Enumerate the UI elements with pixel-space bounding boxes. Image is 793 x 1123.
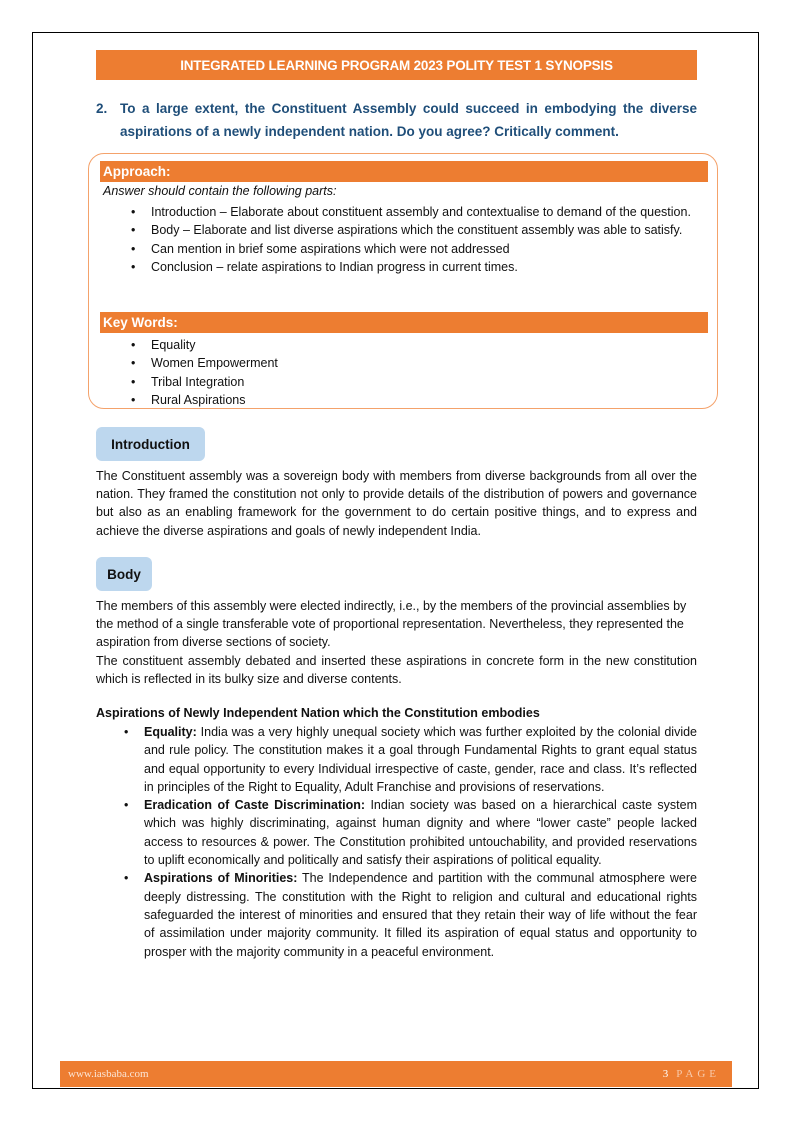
question-text: To a large extent, the Constituent Assembly could succeed in embodying the diverse aspirations of a newly independent nation. Do you agree? Critically comment. <box>120 101 697 139</box>
bullet-icon: • <box>131 338 136 352</box>
bullet-icon: • <box>131 392 136 407</box>
body-section-badge: Body <box>96 557 152 591</box>
footer-page-indicator <box>663 1068 720 1080</box>
document-header-banner <box>96 50 697 80</box>
aspiration-text: India was a very highly unequal society which was further exploited by the colonial divide and rule policy. The constitution makes it a goal through Fundamental Rights to grant equal status and equal opportunity to every Individual irrespective of caste, gender, race and class. It’s reflected in principles of the Right to Equality, Adult Franchise and provisions of reservations. <box>144 725 697 794</box>
aspiration-item <box>96 796 697 869</box>
introduction-paragraph: The Constituent assembly was a sovereign body with members from diverse backgrounds from all over the nation. They framed the constitution not only to provide details of the distribution of powers and governance but also as an enabling framework for the government to do certain positive things, and to express and achieve the diverse aspirations and goals of newly independent India. <box>96 469 697 538</box>
bullet-icon: • <box>131 374 136 389</box>
body-paragraph-2: The constituent assembly debated and inserted these aspirations in concrete form in the new constitution which is reflected in its bulky size and diverse contents. <box>96 654 697 687</box>
bullet-icon: • <box>131 241 136 256</box>
approach-item: • Introduction – Elaborate about constituent assembly and contextualise to demand of the question. <box>103 203 706 221</box>
aspiration-title: Aspirations of Minorities: <box>144 871 298 886</box>
introduction-section-badge: Introduction <box>96 427 205 461</box>
approach-item: • Conclusion – relate aspirations to Indian progress in current times. <box>103 258 706 276</box>
question-number: 2. <box>96 101 108 116</box>
question <box>96 97 697 143</box>
bullet-icon: • <box>124 725 129 739</box>
approach-box <box>88 153 718 409</box>
bullet-icon: • <box>124 871 129 886</box>
aspiration-title: Equality: <box>144 725 197 739</box>
approach-heading: Approach: <box>100 161 708 182</box>
aspiration-text: The Independence and partition with the communal atmosphere were deeply distressing. The constitution with the Right to religion and cultural and educational rights safeguarded the interest of minorities and ensured that they retain their way of life without the fear of assimilation under majority community. It filled its aspiration of equal status and opportunity to prosper with the majority community in a peaceful environment. <box>144 871 697 959</box>
bullet-icon: • <box>131 259 136 274</box>
approach-list <box>103 203 706 276</box>
keyword-item: • Rural Aspirations <box>103 391 706 409</box>
aspiration-item <box>96 723 697 796</box>
bullet-icon: • <box>131 223 136 238</box>
bullet-icon: • <box>131 356 136 371</box>
bullet-icon: • <box>131 205 136 219</box>
bullet-icon: • <box>124 798 129 813</box>
aspiration-title: Eradication of Caste Discrimination: <box>144 798 366 813</box>
keywords-heading: Key Words: <box>100 312 708 333</box>
body-paragraph-1: The members of this assembly were elected indirectly, i.e., by the members of the provincial assemblies by the method of a single transferable vote of proportional representation. Nevertheless, they represented the aspiration from diverse sections of society. <box>96 599 687 650</box>
keyword-item: • Equality <box>103 336 706 354</box>
aspiration-text: Indian society was based on a hierarchical caste system which was highly discriminating, against human dignity and where “lower caste” people lacked access to resources & power. The Constitution prohibited untouchability, and provided reservations to uplift economically and politically and satisfy their aspirations of political equality. <box>144 798 697 868</box>
aspirations-list <box>96 723 697 961</box>
keyword-item: • Tribal Integration <box>103 373 706 391</box>
aspirations-heading: Aspirations of Newly Independent Nation which the Constitution embodies <box>96 706 540 720</box>
approach-item: • Body – Elaborate and list diverse aspirations which the constituent assembly was able to satisfy. <box>103 221 706 239</box>
approach-intro: Answer should contain the following parts: <box>103 184 337 198</box>
keyword-item: • Women Empowerment <box>103 354 706 372</box>
approach-item: • Can mention in brief some aspirations which were not addressed <box>103 240 706 258</box>
document-title: INTEGRATED LEARNING PROGRAM 2023 POLITY TEST 1 SYNOPSIS <box>180 57 613 73</box>
page-label: PAGE <box>676 1068 720 1080</box>
footer-website-link[interactable]: www.iasbaba.com <box>68 1068 149 1080</box>
keyword-list <box>103 336 706 409</box>
page-footer <box>60 1061 732 1087</box>
page-number: 3 <box>662 1068 671 1080</box>
aspiration-item <box>96 869 697 960</box>
